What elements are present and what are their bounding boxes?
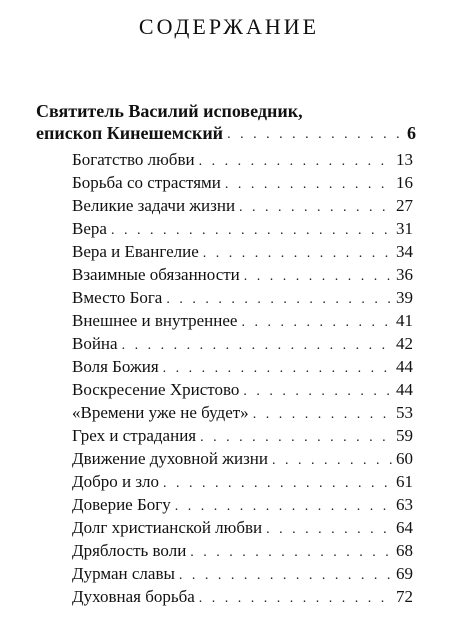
- toc-entry-page-number: 72: [396, 587, 413, 606]
- toc-entry: [72, 148, 413, 171]
- toc-entry-title: Богатство любви: [72, 150, 195, 169]
- toc-entry-title: Дурман славы: [72, 564, 175, 583]
- toc-entry-title: «Времени уже не будет»: [72, 403, 249, 422]
- toc-entry: [72, 332, 413, 355]
- dot-leader: [179, 567, 392, 585]
- toc-entry: [72, 263, 413, 286]
- section-title-line-1: Святитель Василий исповедник,: [36, 101, 303, 121]
- toc-entry-title: Добро и зло: [72, 472, 160, 491]
- toc-entry: [72, 194, 413, 217]
- dot-leader: [166, 291, 392, 309]
- toc-entry-title: Грех и страдания: [72, 426, 197, 445]
- toc-entry-page-number: 53: [396, 403, 413, 422]
- toc-entry: [72, 493, 413, 516]
- toc-entry: [72, 539, 413, 562]
- toc-entry: [72, 401, 413, 424]
- dot-leader: [227, 126, 403, 144]
- toc-entry-page-number: 61: [396, 472, 413, 491]
- toc-entry-title: Внешнее и внутреннее: [72, 311, 238, 330]
- toc-entry-page-number: 27: [396, 196, 413, 215]
- dot-leader: [122, 337, 392, 355]
- toc-entry-title: Великие задачи жизни: [72, 196, 236, 215]
- dot-leader: [111, 222, 392, 240]
- toc-entry-page-number: 34: [396, 242, 413, 261]
- toc-entry-page-number: 59: [396, 426, 413, 445]
- dot-leader: [163, 475, 392, 493]
- toc-entry-title: Воскресение Христово: [72, 380, 240, 399]
- toc-entry: [72, 171, 413, 194]
- toc-entry-page-number: 68: [396, 541, 413, 560]
- toc-entry: [72, 355, 413, 378]
- toc-entry-page-number: 13: [396, 150, 413, 169]
- toc-entry: [72, 309, 413, 332]
- section-title-row: [36, 122, 416, 144]
- toc-entry: [72, 447, 413, 470]
- dot-leader: [199, 153, 392, 171]
- dot-leader: [163, 360, 392, 378]
- section-page-number: 6: [407, 123, 416, 143]
- section-heading: [36, 100, 416, 144]
- dot-leader: [200, 429, 392, 447]
- toc-entry: [72, 470, 413, 493]
- dot-leader: [190, 544, 392, 562]
- section-title-line-2: епископ Кинешемский: [36, 123, 224, 143]
- toc-entry-title: Дряблость воли: [72, 541, 187, 560]
- dot-leader: [253, 406, 392, 424]
- dot-leader: [243, 383, 392, 401]
- toc-entry: [72, 378, 413, 401]
- toc-entry-title: Долг христианской любви: [72, 518, 263, 537]
- toc-entry: [72, 562, 413, 585]
- toc-entry-page-number: 41: [396, 311, 413, 330]
- toc-entry: [72, 240, 413, 263]
- toc-entry-title: Вера: [72, 219, 107, 238]
- toc-entry: [72, 286, 413, 309]
- toc-entry: [72, 424, 413, 447]
- toc-entry-title: Вера и Евангелие: [72, 242, 199, 261]
- toc-entry-page-number: 60: [396, 449, 413, 468]
- toc-entry-page-number: 63: [396, 495, 413, 514]
- toc-entry-title: Доверие Богу: [72, 495, 171, 514]
- dot-leader: [272, 452, 392, 470]
- toc-entries: [72, 148, 413, 608]
- dot-leader: [244, 268, 392, 286]
- toc-entry-page-number: 31: [396, 219, 413, 238]
- toc-entry-title: Взаимные обязанности: [72, 265, 240, 284]
- toc-entry-page-number: 16: [396, 173, 413, 192]
- toc-entry-title: Вместо Бога: [72, 288, 163, 307]
- toc-entry-title: Война: [72, 334, 118, 353]
- toc-entry-title: Духовная борьба: [72, 587, 195, 606]
- toc-entry-page-number: 44: [396, 357, 413, 376]
- toc-entry-title: Движение духовной жизни: [72, 449, 269, 468]
- toc-entry-page-number: 42: [396, 334, 413, 353]
- dot-leader: [199, 590, 392, 608]
- toc-entry-page-number: 36: [396, 265, 413, 284]
- dot-leader: [239, 199, 392, 217]
- dot-leader: [266, 521, 392, 539]
- toc-entry-title: Воля Божия: [72, 357, 159, 376]
- toc-entry-title: Борьба со страстями: [72, 173, 221, 192]
- toc-entry-page-number: 39: [396, 288, 413, 307]
- toc-entry-page-number: 64: [396, 518, 413, 537]
- dot-leader: [241, 314, 392, 332]
- toc-entry-page-number: 44: [396, 380, 413, 399]
- dot-leader: [175, 498, 392, 516]
- contents-heading: СОДЕРЖАНИЕ: [138, 14, 320, 39]
- dot-leader: [225, 176, 392, 194]
- toc-entry: [72, 516, 413, 539]
- toc-entry: [72, 217, 413, 240]
- toc-entry-page-number: 69: [396, 564, 413, 583]
- dot-leader: [203, 245, 392, 263]
- toc-entry: [72, 585, 413, 608]
